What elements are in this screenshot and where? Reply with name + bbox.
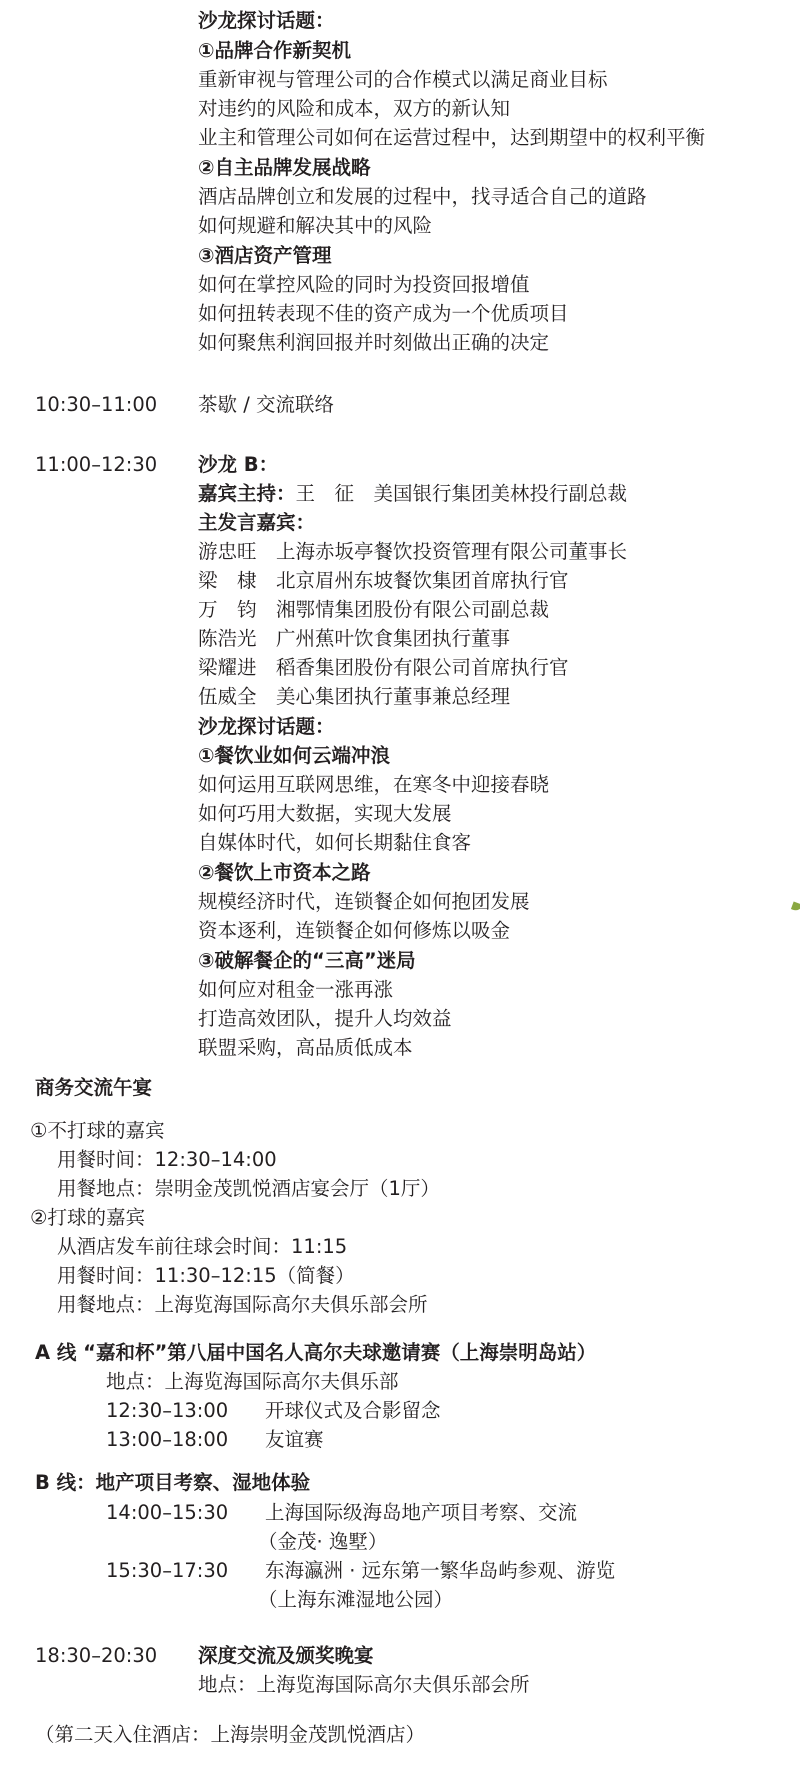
dinner-time: 18:30–20:30 [35, 1644, 158, 1667]
lunch-title: 商务交流午宴 [35, 1076, 153, 1099]
host-name: 王 征 美国银行集团美林投行副总裁 [295, 482, 628, 505]
leaf-decoration-icon [791, 902, 800, 913]
topic-item: 如何扭转表现不佳的资产成为一个优质项目 [198, 302, 569, 325]
salon-b-host [198, 481, 627, 507]
line-a-venue: 地点：上海览海国际高尔夫俱乐部 [106, 1370, 399, 1393]
speaker: 陈浩光 广州蕉叶饮食集团执行董事 [198, 627, 511, 650]
lunch-item: 用餐地点：崇明金茂凯悦酒店宴会厅（1厅） [57, 1177, 440, 1200]
dinner-title: 深度交流及颁奖晚宴 [198, 1644, 374, 1667]
topic-item: 如何聚焦利润回报并时刻做出正确的决定 [198, 331, 550, 354]
topic-item: 如何巧用大数据，实现大发展 [198, 802, 452, 825]
topic-title: ③破解餐企的“三高”迷局 [198, 949, 416, 972]
speaker: 伍威全 美心集团执行董事兼总经理 [198, 685, 511, 708]
lunch-group-title: ②打球的嘉宾 [30, 1206, 145, 1229]
line-b-activity-sub: （金茂· 逸墅） [258, 1530, 388, 1553]
topic-item: 打造高效团队，提升人均效益 [198, 1007, 452, 1030]
line-a-activity: 友谊赛 [265, 1428, 324, 1451]
line-b-time: 15:30–17:30 [106, 1559, 229, 1582]
speaker: 梁 棣 北京眉州东坡餐饮集团首席执行官 [198, 569, 569, 592]
topic-item: 业主和管理公司如何在运营过程中，达到期望中的权利平衡 [198, 126, 706, 149]
host-label: 嘉宾主持： [198, 482, 296, 505]
topic-item: 如何应对租金一涨再涨 [198, 978, 394, 1001]
topic-item: 如何运用互联网思维，在寒冬中迎接春晓 [198, 773, 550, 796]
topic-item: 对违约的风险和成本，双方的新认知 [198, 97, 511, 120]
line-b-activity: 东海瀛洲 · 远东第一繁华岛屿参观、游览 [265, 1559, 616, 1582]
dinner-venue: 地点：上海览海国际高尔夫俱乐部会所 [198, 1673, 530, 1696]
speaker: 梁耀进 稻香集团股份有限公司首席执行官 [198, 656, 569, 679]
salon-b-topic-heading: 沙龙探讨话题： [198, 715, 335, 738]
line-b-activity: 上海国际级海岛地产项目考察、交流 [265, 1501, 578, 1524]
lunch-item: 用餐时间：12:30–14:00 [57, 1148, 277, 1171]
topic-title: ②自主品牌发展战略 [198, 156, 371, 179]
topic-title: ③酒店资产管理 [198, 244, 332, 267]
footer-note: （第二天入住酒店：上海崇明金茂凯悦酒店） [35, 1723, 426, 1746]
topic-item: 规模经济时代，连锁餐企如何抱团发展 [198, 890, 530, 913]
speaker: 万 钧 湘鄂情集团股份有限公司副总裁 [198, 598, 550, 621]
speakers-label: 主发言嘉宾： [198, 511, 316, 534]
topic-item: 自媒体时代，如何长期黏住食客 [198, 831, 472, 854]
salon-b-time: 11:00–12:30 [35, 453, 158, 476]
topic-item: 重新审视与管理公司的合作模式以满足商业目标 [198, 68, 608, 91]
tea-break-time: 10:30–11:00 [35, 393, 158, 416]
line-a-title: A 线 “嘉和杯”第八届中国名人高尔夫球邀请赛（上海崇明岛站） [35, 1341, 597, 1364]
line-a-activity: 开球仪式及合影留念 [265, 1399, 441, 1422]
line-b-time: 14:00–15:30 [106, 1501, 229, 1524]
line-a-time: 12:30–13:00 [106, 1399, 229, 1422]
line-b-activity-sub: （上海东滩湿地公园） [258, 1588, 454, 1611]
lunch-item: 用餐时间：11:30–12:15（简餐） [57, 1264, 355, 1287]
tea-break-text: 茶歇 / 交流联络 [198, 393, 334, 416]
line-b-title: B 线：地产项目考察、湿地体验 [35, 1471, 311, 1494]
salon-topic-heading: 沙龙探讨话题： [198, 9, 335, 32]
topic-item: 资本逐利，连锁餐企如何修炼以吸金 [198, 919, 511, 942]
line-a-time: 13:00–18:00 [106, 1428, 229, 1451]
lunch-item: 从酒店发车前往球会时间：11:15 [57, 1235, 348, 1258]
topic-item: 如何规避和解决其中的风险 [198, 214, 433, 237]
topic-title: ②餐饮上市资本之路 [198, 861, 371, 884]
salon-b-title: 沙龙 B： [198, 453, 279, 476]
lunch-group-title: ①不打球的嘉宾 [30, 1119, 165, 1142]
speaker: 游忠旺 上海赤坂亭餐饮投资管理有限公司董事长 [198, 540, 628, 563]
topic-title: ①餐饮业如何云端冲浪 [198, 744, 391, 767]
topic-title: ①品牌合作新契机 [198, 39, 352, 62]
topic-item: 联盟采购，高品质低成本 [198, 1036, 413, 1059]
topic-item: 如何在掌控风险的同时为投资回报增值 [198, 273, 530, 296]
topic-item: 酒店品牌创立和发展的过程中，找寻适合自己的道路 [198, 185, 647, 208]
lunch-item: 用餐地点：上海览海国际高尔夫俱乐部会所 [57, 1293, 428, 1316]
